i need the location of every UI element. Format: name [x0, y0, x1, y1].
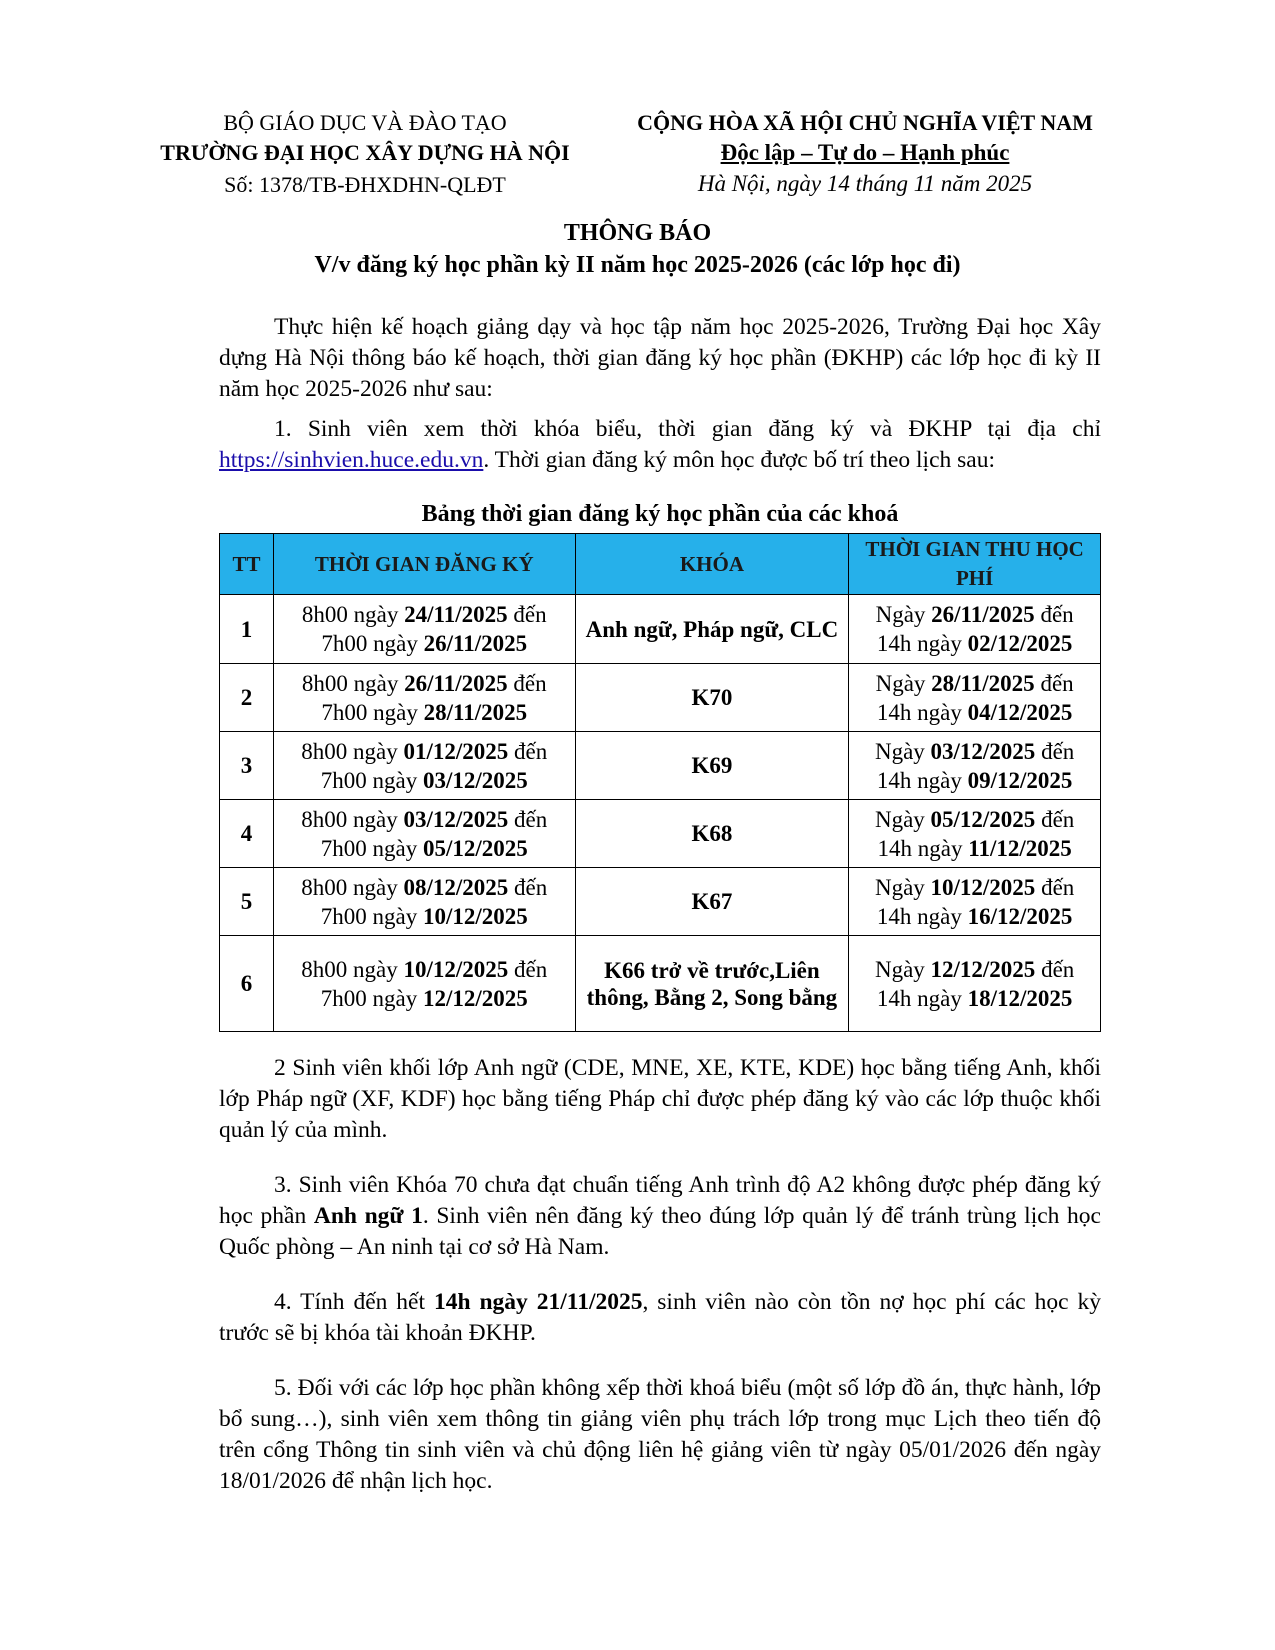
table-row [220, 595, 1101, 664]
fee-time: Ngày 28/11/2025 đến 14h ngày 04/12/2025 [849, 664, 1101, 732]
table-row [220, 800, 1101, 868]
row-number: 6 [220, 936, 274, 1032]
cohort: K69 [575, 732, 849, 800]
fee-time: Ngày 12/12/2025 đến 14h ngày 18/12/2025 [849, 936, 1101, 1032]
cohort: K67 [575, 868, 849, 936]
item-2-paragraph: 2 Sinh viên khối lớp Anh ngữ (CDE, MNE, XE, KTE, KDE) học bằng tiếng Anh, khối lớp Pháp ngữ (XF, KDF) học bằng tiếng Pháp chỉ được phép đăng ký vào các lớp thuộc khối quản lý của mình. [219, 1055, 1101, 1143]
table-row [220, 664, 1101, 732]
table-row [220, 732, 1101, 800]
registration-schedule-table [219, 533, 1101, 1032]
registration-time: 8h00 ngày 08/12/2025 đến 7h00 ngày 10/12/2025 [273, 868, 575, 936]
registration-time: 8h00 ngày 01/12/2025 đến 7h00 ngày 03/12/2025 [273, 732, 575, 800]
item-4-paragraph: 4. Tính đến hết 14h ngày 21/11/2025, sinh viên nào còn tồn nợ học phí các học kỳ trước sẽ bị khóa tài khoản ĐKHP. [219, 1289, 1101, 1346]
row-number: 5 [220, 868, 274, 936]
item-3-paragraph: 3. Sinh viên Khóa 70 chưa đạt chuẩn tiếng Anh trình độ A2 không được phép đăng ký học phần Anh ngữ 1. Sinh viên nên đăng ký theo đúng lớp quản lý để tránh trùng lịch học Quốc phòng – An ninh tại cơ sở Hà Nam. [219, 1172, 1101, 1260]
cohort: K68 [575, 800, 849, 868]
table-row [220, 868, 1101, 936]
column-header-registration-time: THỜI GIAN ĐĂNG KÝ [273, 534, 575, 595]
row-number: 1 [220, 595, 274, 664]
registration-time: 8h00 ngày 03/12/2025 đến 7h00 ngày 05/12/2025 [273, 800, 575, 868]
item-1-paragraph: 1. Sinh viên xem thời khóa biểu, thời gian đăng ký và ĐKHP tại địa chỉ https://sinhvien.huce.edu.vn. Thời gian đăng ký môn học được bố trí theo lịch sau: [219, 416, 1101, 473]
school-name: TRƯỜNG ĐẠI HỌC XÂY DỰNG HÀ NỘI [160, 140, 570, 165]
notice-subtitle: V/v đăng ký học phần kỳ II năm học 2025-2026 (các lớp học đi) [314, 252, 961, 278]
column-header-tt: TT [220, 534, 274, 595]
country-name: CỘNG HÒA XÃ HỘI CHỦ NGHĨA VIỆT NAM [637, 110, 1093, 135]
fee-time: Ngày 10/12/2025 đến 14h ngày 16/12/2025 [849, 868, 1101, 936]
header-left [140, 108, 590, 200]
column-header-fee-time: THỜI GIAN THU HỌC PHÍ [849, 534, 1101, 595]
issue-date: Hà Nội, ngày 14 tháng 11 năm 2025 [697, 171, 1033, 196]
fee-time: Ngày 05/12/2025 đến 14h ngày 11/12/2025 [849, 800, 1101, 868]
table-header-row [220, 534, 1101, 595]
notice-title: THÔNG BÁO [563, 220, 712, 246]
header-right [620, 108, 1110, 199]
row-number: 2 [220, 664, 274, 732]
ministry-name: BỘ GIÁO DỤC VÀ ĐÀO TẠO [223, 110, 507, 135]
registration-time: 8h00 ngày 10/12/2025 đến 7h00 ngày 12/12/2025 [273, 936, 575, 1032]
cohort: Anh ngữ, Pháp ngữ, CLC [575, 595, 849, 664]
fee-time: Ngày 26/11/2025 đến 14h ngày 02/12/2025 [849, 595, 1101, 664]
cohort: K70 [575, 664, 849, 732]
table-row [220, 936, 1101, 1032]
row-number: 4 [220, 800, 274, 868]
document-number: Số: 1378/TB-ĐHXDHN-QLĐT [224, 172, 506, 197]
table-caption: Bảng thời gian đăng ký học phần của các khoá [421, 501, 899, 527]
cohort: K66 trở về trước,Liên thông, Bằng 2, Song bằng [575, 936, 849, 1032]
registration-time: 8h00 ngày 26/11/2025 đến 7h00 ngày 28/11/2025 [273, 664, 575, 732]
row-number: 3 [220, 732, 274, 800]
item-5-paragraph: 5. Đối với các lớp học phần không xếp thời khoá biểu (một số lớp đồ án, thực hành, lớp bổ sung…), sinh viên xem thông tin giảng viên phụ trách lớp trong mục Lịch theo tiến độ trên cổng Thông tin sinh viên và chủ động liên hệ giảng viên từ ngày 05/01/2026 đến ngày 18/01/2026 để nhận lịch học. [219, 1375, 1101, 1494]
column-header-cohort: KHÓA [575, 534, 849, 595]
intro-paragraph: Thực hiện kế hoạch giảng dạy và học tập năm học 2025-2026, Trường Đại học Xây dựng Hà Nội thông báo kế hoạch, thời gian đăng ký học phần (ĐKHP) các lớp học đi kỳ II năm học 2025-2026 như sau: [219, 314, 1101, 402]
registration-time: 8h00 ngày 24/11/2025 đến 7h00 ngày 26/11/2025 [273, 595, 575, 664]
student-portal-link[interactable]: https://sinhvien.huce.edu.vn [219, 447, 484, 473]
fee-time: Ngày 03/12/2025 đến 14h ngày 09/12/2025 [849, 732, 1101, 800]
national-motto: Độc lập – Tự do – Hạnh phúc [720, 140, 1010, 165]
